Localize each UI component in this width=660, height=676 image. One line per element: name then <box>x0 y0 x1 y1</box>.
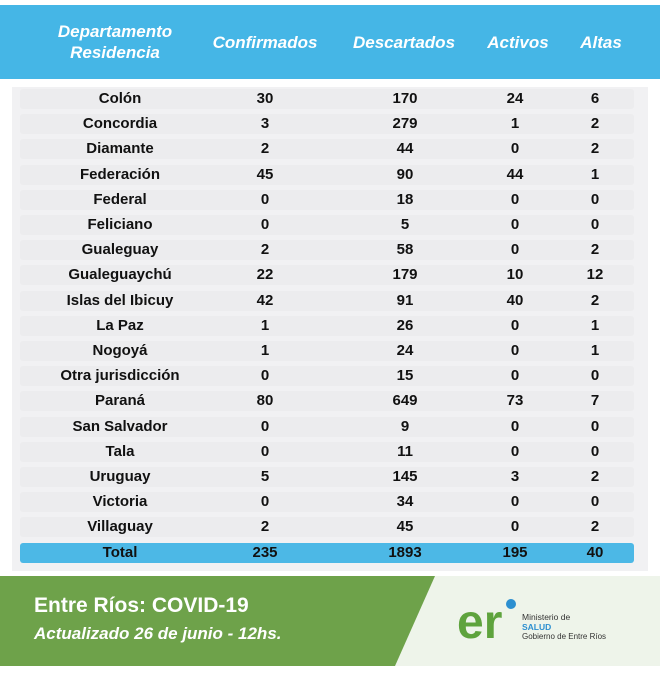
logo-line-salud: SALUD <box>522 622 552 632</box>
cell-altas: 0 <box>590 216 600 233</box>
cell-departamento: Gualeguaychú <box>68 266 172 283</box>
cell-confirmados: 5 <box>260 468 270 485</box>
table-row <box>20 467 634 487</box>
table-row <box>20 291 634 311</box>
footer-subtitle: Actualizado 26 de junio - 12hs. <box>34 624 282 643</box>
logo-dot <box>506 599 516 609</box>
cell-descartados: 34 <box>396 493 414 510</box>
cell-confirmados: 30 <box>256 90 274 107</box>
cell-activos: 0 <box>510 493 520 510</box>
cell-activos: 24 <box>506 90 524 107</box>
cell-altas: 7 <box>590 392 600 409</box>
cell-altas: 2 <box>590 115 600 132</box>
header-departamento: Departamento Residencia <box>57 22 173 62</box>
cell-activos: 0 <box>510 216 520 233</box>
table-row <box>20 316 634 336</box>
cell-descartados: 649 <box>392 392 418 409</box>
cell-descartados: 145 <box>392 468 418 485</box>
cell-altas: 1 <box>590 317 600 334</box>
table-row <box>20 341 634 361</box>
table-row <box>20 240 634 260</box>
table-row <box>20 89 634 109</box>
cell-activos: 0 <box>510 140 520 157</box>
cell-activos: 44 <box>506 166 524 183</box>
cell-altas: 2 <box>590 468 600 485</box>
cell-descartados: 24 <box>396 342 414 359</box>
table-row <box>20 366 634 386</box>
cell-confirmados: 80 <box>256 392 274 409</box>
cell-descartados: 5 <box>400 216 410 233</box>
cell-departamento: Tala <box>105 443 135 460</box>
cell-activos: 0 <box>510 418 520 435</box>
cell-departamento: Victoria <box>92 493 148 510</box>
logo-line-ministerio: Ministerio de <box>522 612 571 622</box>
header-activos: Activos <box>487 32 549 52</box>
cell-departamento: Paraná <box>94 392 146 409</box>
cell-departamento: Uruguay <box>89 468 151 485</box>
cell-altas: 12 <box>586 266 604 283</box>
cell-altas: 0 <box>590 443 600 460</box>
cell-activos: 1 <box>510 115 520 132</box>
cell-descartados: 90 <box>396 166 414 183</box>
cell-confirmados: 2 <box>260 518 270 535</box>
cell-activos: 73 <box>506 392 524 409</box>
cell-confirmados: 1 <box>260 342 270 359</box>
cell-confirmados: 0 <box>260 216 270 233</box>
cell-altas: 2 <box>590 241 600 258</box>
cell-descartados: 44 <box>396 140 414 157</box>
table-row <box>20 391 634 411</box>
cell-altas: 2 <box>590 292 600 309</box>
cell-activos: 3 <box>510 468 520 485</box>
cell-departamento: Villaguay <box>87 518 153 535</box>
cell-activos: 0 <box>510 342 520 359</box>
cell-activos: 0 <box>510 191 520 208</box>
cell-confirmados: 235 <box>252 544 278 561</box>
cell-confirmados: 0 <box>260 191 270 208</box>
cell-activos: 195 <box>502 544 528 561</box>
cell-altas: 1 <box>590 342 600 359</box>
cell-altas: 1 <box>590 166 600 183</box>
footer-title: Entre Ríos: COVID-19 <box>34 594 249 617</box>
cell-departamento: Concordia <box>82 115 158 132</box>
cell-descartados: 9 <box>400 418 410 435</box>
cell-descartados: 15 <box>396 367 414 384</box>
cell-altas: 0 <box>590 418 600 435</box>
cell-altas: 0 <box>590 493 600 510</box>
cell-confirmados: 0 <box>260 493 270 510</box>
table-row <box>20 139 634 159</box>
cell-departamento: Diamante <box>86 140 154 157</box>
logo-line-gobierno: Gobierno de Entre Ríos <box>522 632 607 641</box>
cell-activos: 10 <box>506 266 524 283</box>
cell-confirmados: 2 <box>260 140 270 157</box>
cell-confirmados: 0 <box>260 367 270 384</box>
cell-confirmados: 0 <box>260 418 270 435</box>
cell-descartados: 179 <box>392 266 418 283</box>
table-row <box>20 190 634 210</box>
ministry-logo-icon <box>455 590 525 650</box>
total-row <box>20 543 634 563</box>
cell-descartados: 18 <box>396 191 414 208</box>
table-header <box>0 5 660 79</box>
cell-departamento: Colón <box>98 90 142 107</box>
cell-descartados: 45 <box>396 518 414 535</box>
ministry-logo-text <box>522 612 632 642</box>
cell-altas: 40 <box>586 544 604 561</box>
cell-activos: 0 <box>510 367 520 384</box>
cell-descartados: 26 <box>396 317 414 334</box>
cell-departamento: Federación <box>79 166 161 183</box>
header-descartados: Descartados <box>352 32 456 52</box>
cell-confirmados: 22 <box>256 266 274 283</box>
cell-confirmados: 2 <box>260 241 270 258</box>
cell-descartados: 279 <box>392 115 418 132</box>
cell-departamento: Otra jurisdicción <box>60 367 180 384</box>
cell-confirmados: 3 <box>260 115 270 132</box>
cell-departamento: Feliciano <box>87 216 153 233</box>
cell-departamento: San Salvador <box>72 418 168 435</box>
header-confirmados: Confirmados <box>212 32 318 52</box>
cell-departamento: Gualeguay <box>81 241 159 258</box>
cell-activos: 40 <box>506 292 524 309</box>
cell-departamento: Islas del Ibicuy <box>66 292 174 309</box>
cell-altas: 6 <box>590 90 600 107</box>
cell-departamento: Nogoyá <box>92 342 148 359</box>
cell-altas: 2 <box>590 518 600 535</box>
cell-departamento: Total <box>102 544 138 561</box>
cell-activos: 0 <box>510 443 520 460</box>
cell-altas: 0 <box>590 191 600 208</box>
table-row <box>20 442 634 462</box>
table-row <box>20 114 634 134</box>
cell-activos: 0 <box>510 518 520 535</box>
table-row <box>20 215 634 235</box>
cell-confirmados: 45 <box>256 166 274 183</box>
cell-departamento: La Paz <box>96 317 144 334</box>
table-row <box>20 265 634 285</box>
cell-descartados: 58 <box>396 241 414 258</box>
cell-confirmados: 42 <box>256 292 274 309</box>
cell-descartados: 170 <box>392 90 418 107</box>
cell-altas: 2 <box>590 140 600 157</box>
cell-confirmados: 1 <box>260 317 270 334</box>
cell-activos: 0 <box>510 317 520 334</box>
cell-activos: 0 <box>510 241 520 258</box>
cell-altas: 0 <box>590 367 600 384</box>
table-row <box>20 417 634 437</box>
cell-descartados: 11 <box>397 443 413 460</box>
table-row <box>20 517 634 537</box>
cell-descartados: 91 <box>396 292 414 309</box>
table-row <box>20 492 634 512</box>
cell-descartados: 1893 <box>388 544 422 561</box>
table-row <box>20 165 634 185</box>
logo-mark: er <box>457 596 503 649</box>
cell-departamento: Federal <box>93 191 147 208</box>
cell-confirmados: 0 <box>260 443 270 460</box>
header-altas: Altas <box>580 32 622 52</box>
